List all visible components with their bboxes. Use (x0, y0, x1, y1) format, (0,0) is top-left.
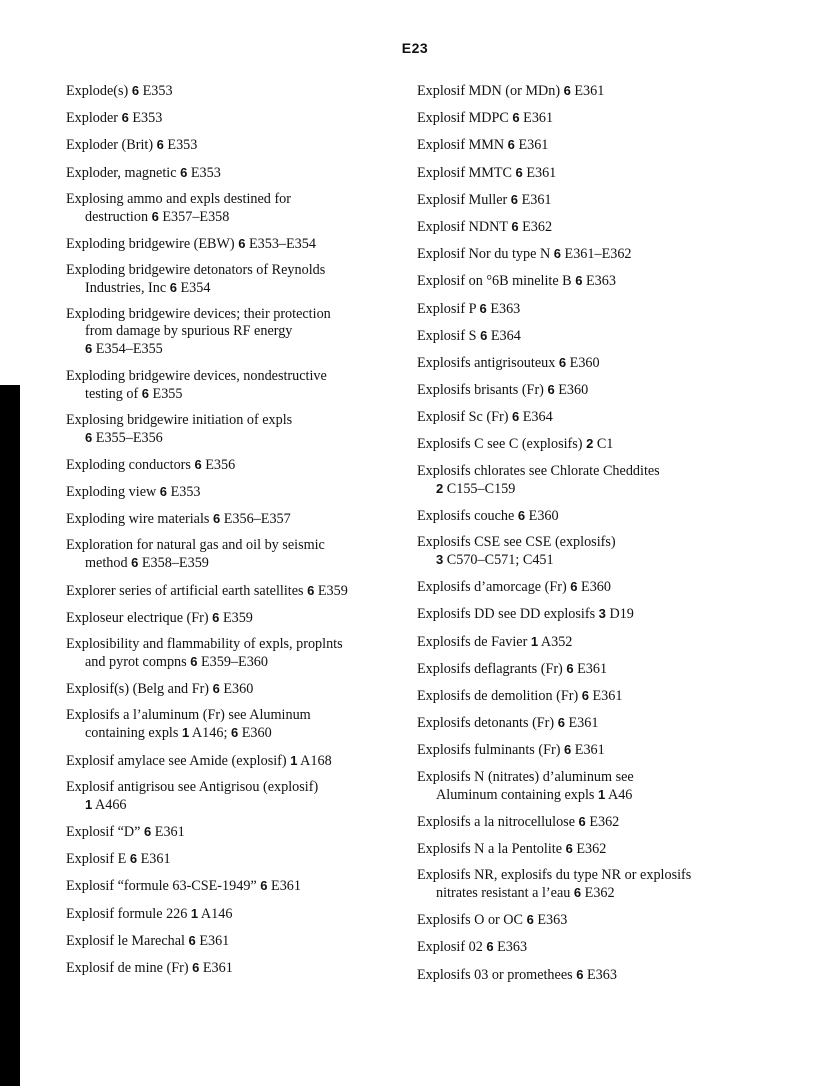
index-entry: Explosif Sc (Fr) 6 E364 (417, 409, 553, 426)
index-entry: Explosif le Marechal 6 E361 (66, 932, 230, 949)
index-entry: Explosif 02 6 E363 (417, 939, 528, 956)
index-entry: Explosif amylace see Amide (explosif) 1 A168 (66, 752, 332, 769)
index-entry: Explosif NDNT 6 E362 (417, 218, 553, 235)
index-entry: Explosif “D” 6 E361 (66, 823, 185, 840)
index-entry: Explosif de mine (Fr) 6 E361 (66, 959, 233, 976)
index-entry: Explosifs O or OC 6 E363 (417, 912, 568, 929)
scan-edge-bar (0, 385, 20, 1086)
page-number: E23 (401, 40, 429, 56)
index-entry: Explosing bridgewire initiation of expls 6 E355–E356 (66, 411, 293, 446)
index-entry: Exploding conductors 6 E356 (66, 456, 236, 473)
index-entry: Explosifs C see C (explosifs) 2 C1 (417, 436, 614, 453)
index-entry: Explosifs a l’aluminum (Fr) see Aluminum containing expls 1 A146; 6 E360 (66, 707, 311, 742)
index-entry: Explosifs deflagrants (Fr) 6 E361 (417, 660, 608, 677)
index-entry: Explosif MDN (or MDn) 6 E361 (417, 83, 605, 99)
index-entry: Explosifs de demolition (Fr) 6 E361 (417, 687, 623, 704)
index-entry: Explosifs a la nitrocellulose 6 E362 (417, 813, 620, 830)
index-entry: Explosif P 6 E363 (417, 300, 521, 317)
index-column-right (417, 82, 807, 993)
index-entry: Exploding wire materials 6 E356–E357 (66, 511, 291, 528)
index-entry: Explosif E 6 E361 (66, 851, 171, 868)
index-entry: Exploder (Brit) 6 E353 (66, 137, 198, 154)
index-entry: Explosif S 6 E364 (417, 327, 521, 344)
index-entry: Explosif MDPC 6 E361 (417, 110, 554, 127)
index-entry: Explosifs DD see DD explosifs 3 D19 (417, 606, 634, 623)
index-entry: Explosif Nor du type N 6 E361–E362 (417, 246, 632, 263)
index-entry: Explosif “formule 63-CSE-1949” 6 E361 (66, 878, 301, 895)
index-column-left (66, 82, 401, 986)
index-entry: Explosifs fulminants (Fr) 6 E361 (417, 742, 605, 759)
index-entry: Explosifs chlorates see Chlorate Cheddites 2 C155–C159 (417, 462, 660, 497)
index-entry: Exploder 6 E353 (66, 110, 163, 127)
index-entry: Exploding bridgewire devices, nondestructive testing of 6 E355 (66, 367, 327, 402)
index-entry: Explosifs de Favier 1 A352 (417, 633, 573, 650)
index-entry: Explosifs N a la Pentolite 6 E362 (417, 840, 607, 857)
index-entry: Exploder, magnetic 6 E353 (66, 164, 221, 181)
index-entry: Explosibility and flammability of expls, proplnts and pyrot compns 6 E359–E360 (66, 636, 343, 670)
index-entry: Explosifs d’amorcage (Fr) 6 E360 (417, 579, 611, 596)
index-entry: Explosifs NR, explosifs du type NR or explosifs nitrates resistant a l’eau 6 E362 (417, 867, 692, 902)
index-entry: Explosing ammo and expls destined for destruction 6 E357–E358 (66, 190, 291, 225)
index-entry: Explosifs couche 6 E360 (417, 507, 559, 524)
index-entry: Explorer series of artificial earth satellites 6 E359 (66, 582, 348, 599)
index-entry: Exploding bridgewire detonators of Reynolds Industries, Inc 6 E354 (66, 262, 326, 297)
index-entry: Explosif(s) (Belg and Fr) 6 E360 (66, 681, 254, 698)
index-entry: Explosif on °6B minelite B 6 E363 (417, 273, 616, 290)
index-entry: Exploding bridgewire (EBW) 6 E353–E354 (66, 235, 316, 252)
index-entry: Explode(s) 6 E353 (66, 83, 173, 99)
index-entry: Exploding bridgewire devices; their protection from damage by spurious RF energy 6 E354–E355 (66, 306, 331, 358)
index-entry: Explosifs N (nitrates) d’aluminum see Aluminum containing expls 1 A46 (417, 768, 634, 803)
index-entry: Explosifs detonants (Fr) 6 E361 (417, 715, 599, 732)
index-entry: Explosif Muller 6 E361 (417, 191, 552, 208)
index-entry: Explosifs brisants (Fr) 6 E360 (417, 382, 589, 399)
index-entry: Explosifs CSE see CSE (explosifs) 3 C570–C571; C451 (417, 534, 616, 568)
index-entry: Explosifs antigrisouteux 6 E360 (417, 354, 600, 371)
index-entry: Explosifs 03 or promethees 6 E363 (417, 966, 617, 983)
index-entry: Exploration for natural gas and oil by seismic method 6 E358–E359 (66, 537, 325, 572)
index-entry: Explosif MMN 6 E361 (417, 137, 549, 154)
index-entry: Exploseur electrique (Fr) 6 E359 (66, 609, 253, 626)
index-entry: Explosif formule 226 1 A146 (66, 905, 233, 922)
index-entry: Exploding view 6 E353 (66, 484, 201, 501)
index-entry: Explosif antigrisou see Antigrisou (explosif) 1 A466 (66, 778, 319, 813)
index-entry: Explosif MMTC 6 E361 (417, 164, 557, 181)
